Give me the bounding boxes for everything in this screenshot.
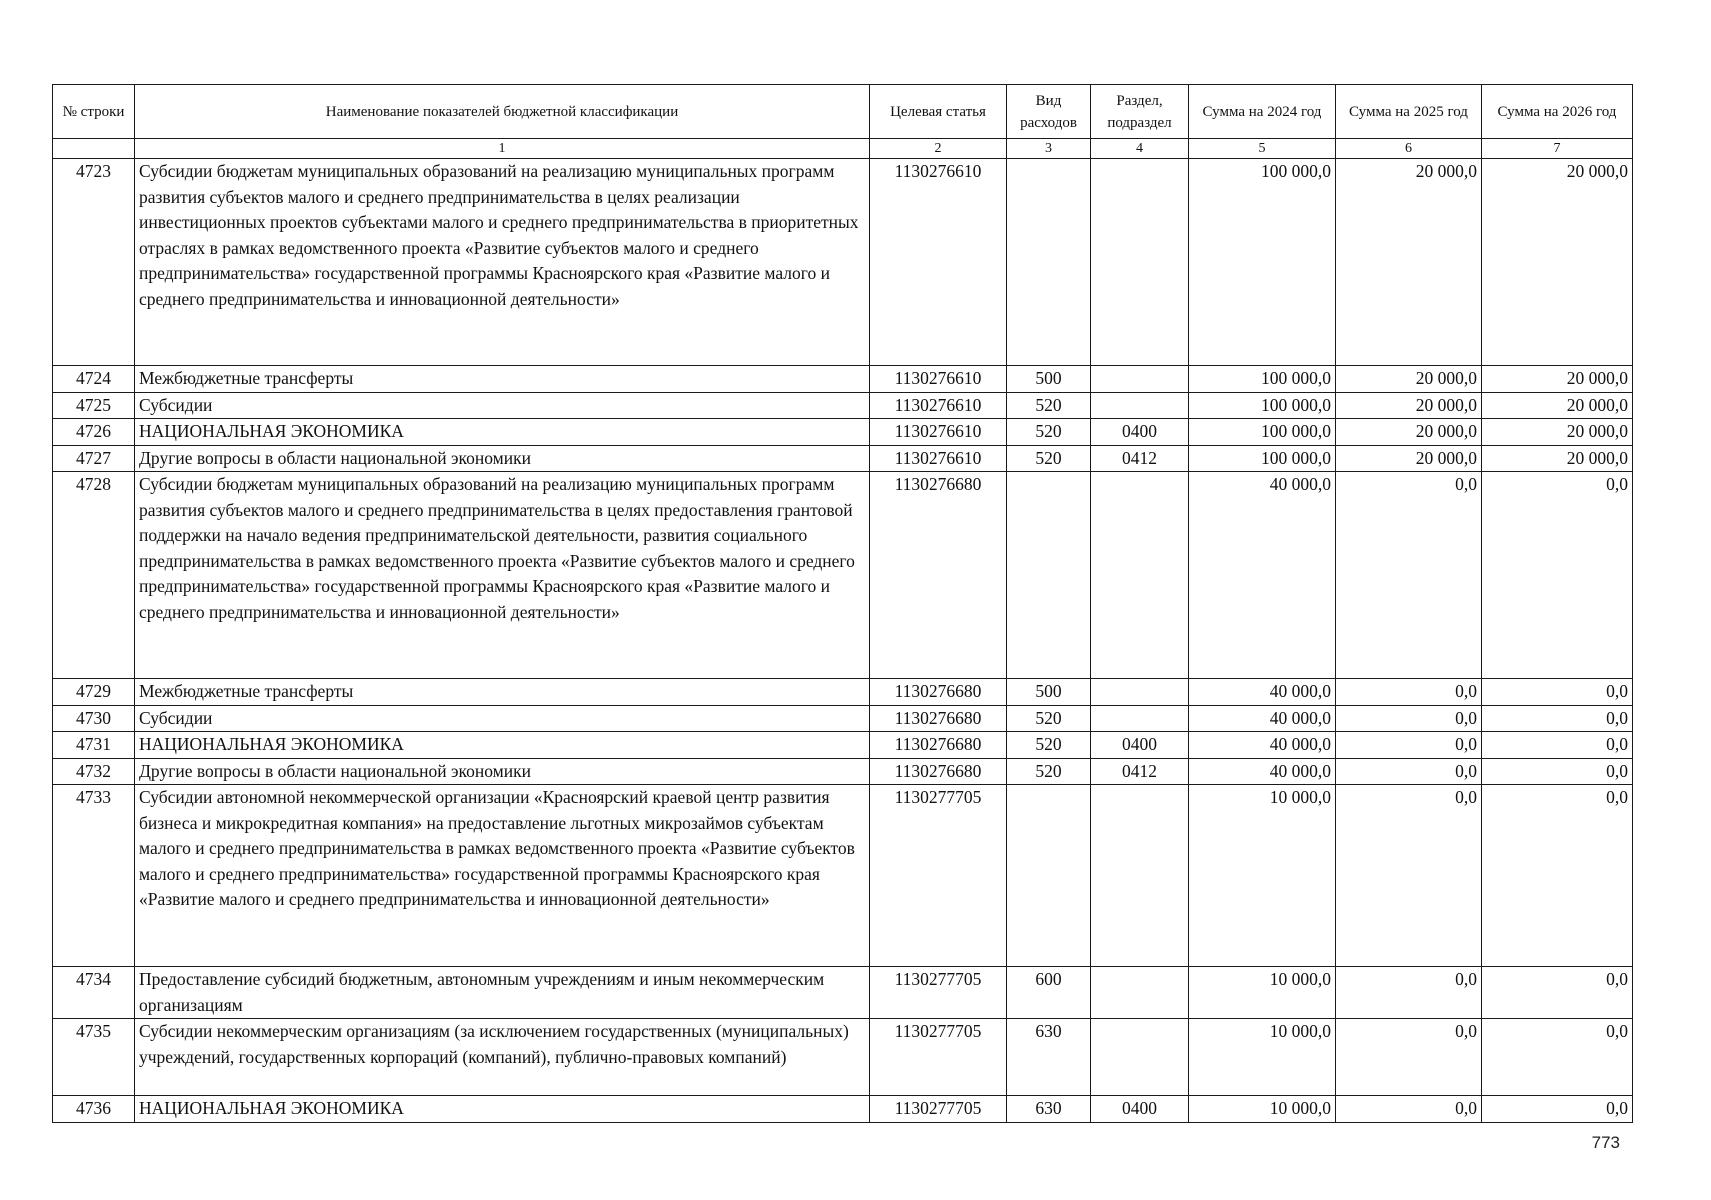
row-target-code: 1130276680 [870,705,1007,732]
column-number-row [53,139,1633,159]
table-row [53,159,1633,366]
column-number: 1 [135,139,870,159]
header-target-article: Целевая статья [870,85,1007,139]
row-number: 4733 [53,785,135,967]
table-body [53,159,1633,1123]
row-sum-2025: 20 000,0 [1336,419,1482,446]
row-number: 4725 [53,392,135,419]
column-number: 5 [1189,139,1336,159]
header-section: Раздел, подраздел [1091,85,1189,139]
row-name: Субсидии бюджетам муниципальных образований на реализацию муниципальных программ развития субъектов малого и среднего предпринимательства в целях реализации инвестиционных проектов субъектами малого и среднего предпринимательства в приоритетных отраслях в рамках ведомственного проекта «Развитие субъектов малого и среднего предпринимательства» государственной программы Красноярского края «Развитие малого и среднего предпринимательства и инновационной деятельности» [135,159,870,366]
row-name: Субсидии бюджетам муниципальных образований на реализацию муниципальных программ развития субъектов малого и среднего предпринимательства в целях предоставления грантовой поддержки на начало ведения предпринимательской деятельности, развития социального предпринимательства в рамках ведомственного проекта «Развитие субъектов малого и среднего предпринимательства» государственной программы Красноярского края «Развитие малого и среднего предпринимательства и инновационной деятельности» [135,472,870,679]
row-target-code: 1130276680 [870,758,1007,785]
row-section [1091,1019,1189,1096]
row-section: 0400 [1091,419,1189,446]
row-sum-2024: 40 000,0 [1189,705,1336,732]
row-target-code: 1130276610 [870,445,1007,472]
row-name: Субсидии автономной некоммерческой организации «Красноярский краевой центр развития бизнеса и микрокредитная компания» на предоставление льготных микрозаймов субъектам малого и среднего предпринимательства в рамках ведомственного проекта «Развитие субъектов малого и среднего предпринимательства» государственной программы Красноярского края «Развитие малого и среднего предпринимательства и инновационной деятельности» [135,785,870,967]
row-sum-2026: 20 000,0 [1482,445,1633,472]
row-expense-type [1007,159,1091,366]
row-sum-2026: 0,0 [1482,758,1633,785]
row-sum-2024: 40 000,0 [1189,472,1336,679]
row-name: Субсидии некоммерческим организациям (за исключением государственных (муниципальных) учреждений, государственных корпораций (компаний), публично-правовых компаний) [135,1019,870,1096]
row-sum-2024: 100 000,0 [1189,392,1336,419]
row-name: Субсидии [135,705,870,732]
row-expense-type: 630 [1007,1096,1091,1123]
row-number: 4728 [53,472,135,679]
row-number: 4735 [53,1019,135,1096]
row-target-code: 1130276610 [870,366,1007,393]
row-number: 4723 [53,159,135,366]
row-sum-2026: 20 000,0 [1482,159,1633,366]
row-section: 0412 [1091,445,1189,472]
row-sum-2026: 0,0 [1482,732,1633,759]
row-sum-2025: 0,0 [1336,1096,1482,1123]
row-name: Межбюджетные трансферты [135,679,870,706]
budget-table [52,84,1633,1123]
row-section [1091,705,1189,732]
header-sum-2024: Сумма на 2024 год [1189,85,1336,139]
row-expense-type: 520 [1007,445,1091,472]
row-sum-2025: 0,0 [1336,679,1482,706]
row-number: 4729 [53,679,135,706]
row-number: 4734 [53,967,135,1019]
row-sum-2024: 10 000,0 [1189,967,1336,1019]
row-section: 0400 [1091,1096,1189,1123]
row-name: Субсидии [135,392,870,419]
row-sum-2025: 0,0 [1336,967,1482,1019]
row-sum-2026: 0,0 [1482,1019,1633,1096]
row-expense-type [1007,785,1091,967]
row-sum-2025: 20 000,0 [1336,445,1482,472]
row-target-code: 1130276610 [870,392,1007,419]
table-row [53,392,1633,419]
row-name: Предоставление субсидий бюджетным, автономным учреждениям и иным некоммерческим организациям [135,967,870,1019]
row-sum-2026: 20 000,0 [1482,419,1633,446]
row-target-code: 1130277705 [870,967,1007,1019]
table-row [53,758,1633,785]
row-sum-2024: 100 000,0 [1189,419,1336,446]
row-sum-2024: 100 000,0 [1189,445,1336,472]
row-sum-2024: 40 000,0 [1189,758,1336,785]
row-sum-2026: 0,0 [1482,967,1633,1019]
table-row [53,366,1633,393]
row-sum-2025: 20 000,0 [1336,159,1482,366]
page-number: 773 [1591,1133,1620,1152]
table-row [53,419,1633,446]
row-target-code: 1130276610 [870,159,1007,366]
row-sum-2026: 0,0 [1482,1096,1633,1123]
row-name: НАЦИОНАЛЬНАЯ ЭКОНОМИКА [135,732,870,759]
row-number: 4736 [53,1096,135,1123]
row-section: 0400 [1091,732,1189,759]
row-sum-2025: 20 000,0 [1336,366,1482,393]
row-sum-2025: 0,0 [1336,732,1482,759]
header-sum-2025: Сумма на 2025 год [1336,85,1482,139]
row-sum-2024: 100 000,0 [1189,159,1336,366]
table-row [53,967,1633,1019]
row-sum-2026: 0,0 [1482,705,1633,732]
row-expense-type [1007,472,1091,679]
row-section [1091,785,1189,967]
row-number: 4732 [53,758,135,785]
row-sum-2024: 10 000,0 [1189,1096,1336,1123]
row-expense-type: 630 [1007,1019,1091,1096]
column-number: 3 [1007,139,1091,159]
row-sum-2024: 10 000,0 [1189,1019,1336,1096]
row-section [1091,366,1189,393]
column-number: 7 [1482,139,1633,159]
row-number: 4730 [53,705,135,732]
row-section [1091,392,1189,419]
table-row [53,785,1633,967]
table-header [53,85,1633,159]
row-target-code: 1130277705 [870,1096,1007,1123]
row-number: 4727 [53,445,135,472]
row-sum-2024: 100 000,0 [1189,366,1336,393]
row-number: 4726 [53,419,135,446]
header-name: Наименование показателей бюджетной классификации [135,85,870,139]
row-target-code: 1130276680 [870,679,1007,706]
row-target-code: 1130277705 [870,1019,1007,1096]
header-row-number: № строки [53,85,135,139]
row-section [1091,159,1189,366]
row-section [1091,679,1189,706]
row-expense-type: 520 [1007,392,1091,419]
column-number [53,139,135,159]
table-row [53,1096,1633,1123]
row-sum-2026: 20 000,0 [1482,366,1633,393]
row-sum-2025: 0,0 [1336,705,1482,732]
row-target-code: 1130276680 [870,732,1007,759]
row-target-code: 1130276610 [870,419,1007,446]
row-sum-2026: 0,0 [1482,679,1633,706]
row-expense-type: 500 [1007,366,1091,393]
row-expense-type: 600 [1007,967,1091,1019]
row-sum-2024: 40 000,0 [1189,732,1336,759]
row-expense-type: 520 [1007,758,1091,785]
row-sum-2025: 0,0 [1336,785,1482,967]
column-number: 2 [870,139,1007,159]
table-row [53,732,1633,759]
column-number: 4 [1091,139,1189,159]
row-name: Другие вопросы в области национальной экономики [135,758,870,785]
row-sum-2024: 40 000,0 [1189,679,1336,706]
table-row [53,445,1633,472]
table-row [53,1019,1633,1096]
row-section: 0412 [1091,758,1189,785]
row-sum-2026: 0,0 [1482,472,1633,679]
row-expense-type: 520 [1007,732,1091,759]
row-name: НАЦИОНАЛЬНАЯ ЭКОНОМИКА [135,419,870,446]
row-target-code: 1130277705 [870,785,1007,967]
row-section [1091,967,1189,1019]
row-sum-2024: 10 000,0 [1189,785,1336,967]
row-sum-2026: 0,0 [1482,785,1633,967]
row-sum-2025: 0,0 [1336,472,1482,679]
table-row [53,679,1633,706]
row-name: Межбюджетные трансферты [135,366,870,393]
row-name: НАЦИОНАЛЬНАЯ ЭКОНОМИКА [135,1096,870,1123]
row-number: 4724 [53,366,135,393]
row-target-code: 1130276680 [870,472,1007,679]
table-row [53,472,1633,679]
row-expense-type: 520 [1007,419,1091,446]
row-section [1091,472,1189,679]
header-sum-2026: Сумма на 2026 год [1482,85,1633,139]
header-expense-type: Вид расходов [1007,85,1091,139]
table-row [53,705,1633,732]
row-sum-2025: 0,0 [1336,1019,1482,1096]
row-sum-2025: 20 000,0 [1336,392,1482,419]
row-expense-type: 500 [1007,679,1091,706]
column-number: 6 [1336,139,1482,159]
row-sum-2026: 20 000,0 [1482,392,1633,419]
row-expense-type: 520 [1007,705,1091,732]
row-sum-2025: 0,0 [1336,758,1482,785]
row-name: Другие вопросы в области национальной экономики [135,445,870,472]
row-number: 4731 [53,732,135,759]
